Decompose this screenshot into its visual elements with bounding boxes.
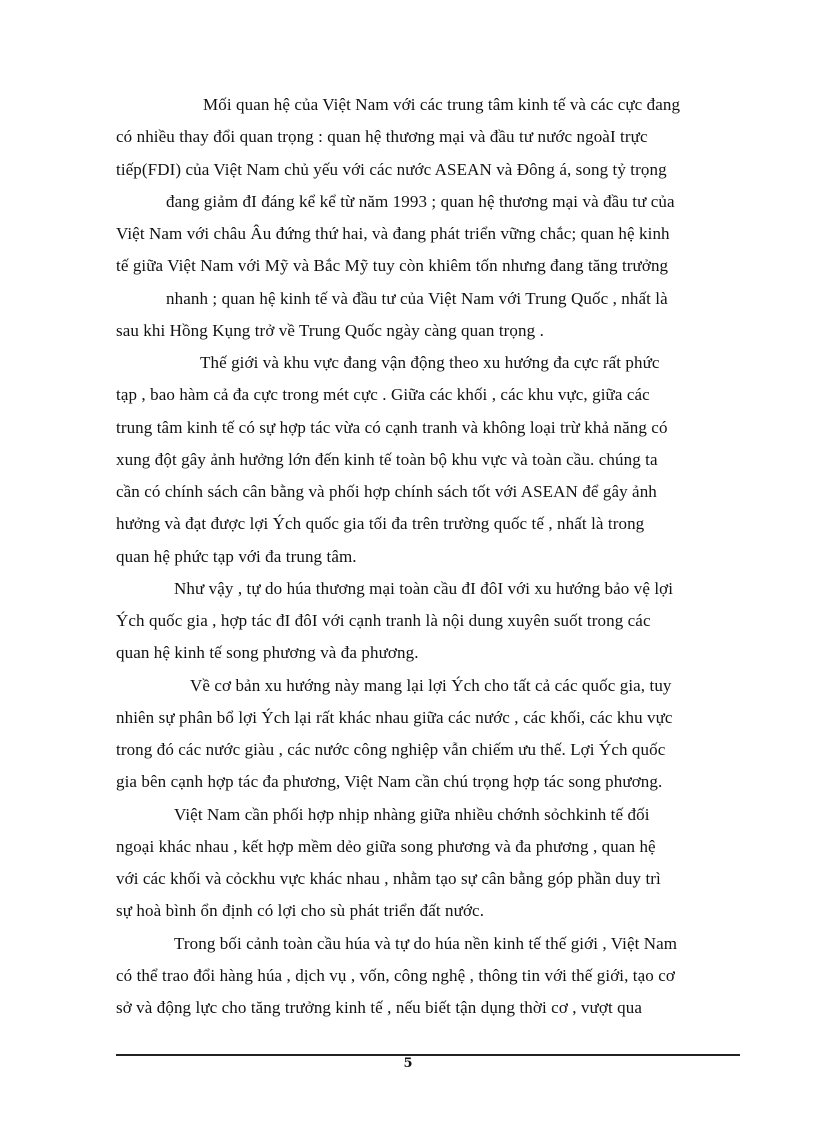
page-number: 5 (403, 1056, 413, 1071)
text-line: xung đột gây ảnh hưởng lớn đến kinh tế toàn bộ khu vực và toàn cầu. chúng ta (116, 450, 658, 469)
text-line: có nhiều thay đổi quan trọng : quan hệ thương mại và đầu tư nước ngoàI trực (116, 127, 648, 146)
text-line: Như vậy , tự do húa thương mại toàn cầu đI đôI với xu hướng bảo vệ lợi (174, 579, 674, 598)
text-line: cần có chính sách cân bằng và phối hợp chính sách tốt với ASEAN để gây ảnh (116, 482, 657, 501)
text-line: tiếp(FDI) của Việt Nam chủ yếu với các nước ASEAN và Đông á, song tỷ trọng (116, 160, 667, 179)
text-line: Mối quan hệ của Việt Nam với các trung tâm kinh tế và các cực đang (203, 95, 681, 114)
text-line: hưởng và đạt được lợi Ých quốc gia tối đa trên trường quốc tế , nhất là trong (116, 514, 645, 533)
text-line: Thế giới và khu vực đang vận động theo xu hướng đa cực rất phức (200, 353, 660, 372)
text-line: trong đó các nước giàu , các nước công nghiệp vẫn chiếm ưu thế. Lợi Ých quốc (116, 740, 666, 759)
text-line: trung tâm kinh tế có sự hợp tác vừa có cạnh tranh và không loại trừ khả năng có (116, 418, 668, 437)
text-line: Việt Nam với châu Âu đứng thứ hai, và đang phát triển vững chắc; quan hệ kinh (116, 224, 670, 243)
text-line: Việt Nam cần phối hợp nhịp nhàng giữa nhiều chớnh sỏchkinh tế đối (174, 805, 650, 824)
text-line: nhanh ; quan hệ kinh tế và đầu tư của Việt Nam với Trung Quốc , nhất là (166, 289, 668, 308)
text-line: ngoại khác nhau , kết hợp mềm dẻo giữa song phương và đa phương , quan hệ (116, 837, 656, 856)
text-line: sở và động lực cho tăng trưởng kinh tế , nếu biết tận dụng thời cơ , vượt qua (116, 998, 642, 1017)
text-line: tế giữa Việt Nam với Mỹ và Bắc Mỹ tuy còn khiêm tốn nhưng đang tăng trưởng (116, 256, 669, 275)
text-line: sự hoà bình ổn định có lợi cho sù phát triển đất nước. (116, 901, 485, 920)
text-line: Về cơ bản xu hướng này mang lại lợi Ých cho tất cả các quốc gia, tuy (190, 676, 672, 695)
text-line: sau khi Hồng Kụng trở về Trung Quốc ngày càng quan trọng . (116, 321, 544, 340)
text-line: tạp , bao hàm cả đa cực trong mét cực . Giữa các khối , các khu vực, giữa các (116, 385, 650, 404)
text-line: nhiên sự phân bổ lợi Ých lại rất khác nhau giữa các nước , các khối, các khu vực (116, 708, 673, 727)
text-line: Trong bối cảnh toàn cầu húa và tự do húa nền kinh tế thế giới , Việt Nam (174, 934, 678, 953)
text-line: quan hệ kinh tế song phương và đa phương. (116, 643, 419, 662)
text-line: có thể trao đổi hàng húa , dịch vụ , vốn, công nghệ , thông tin với thế giới, tạo cơ (116, 966, 675, 985)
text-line: đang giảm đI đáng kể kể từ năm 1993 ; quan hệ thương mại và đầu tư của (166, 192, 675, 211)
text-line: với các khối và cỏckhu vực khác nhau , nhằm tạo sự cân bằng góp phần duy trì (116, 869, 661, 888)
text-line: gia bên cạnh hợp tác đa phương, Việt Nam cần chú trọng hợp tác song phương. (116, 772, 663, 791)
text-line: quan hệ phức tạp với đa trung tâm. (116, 547, 357, 566)
text-line: Ých quốc gia , hợp tác đI đôI với cạnh tranh là nội dung xuyên suốt trong các (116, 611, 651, 630)
